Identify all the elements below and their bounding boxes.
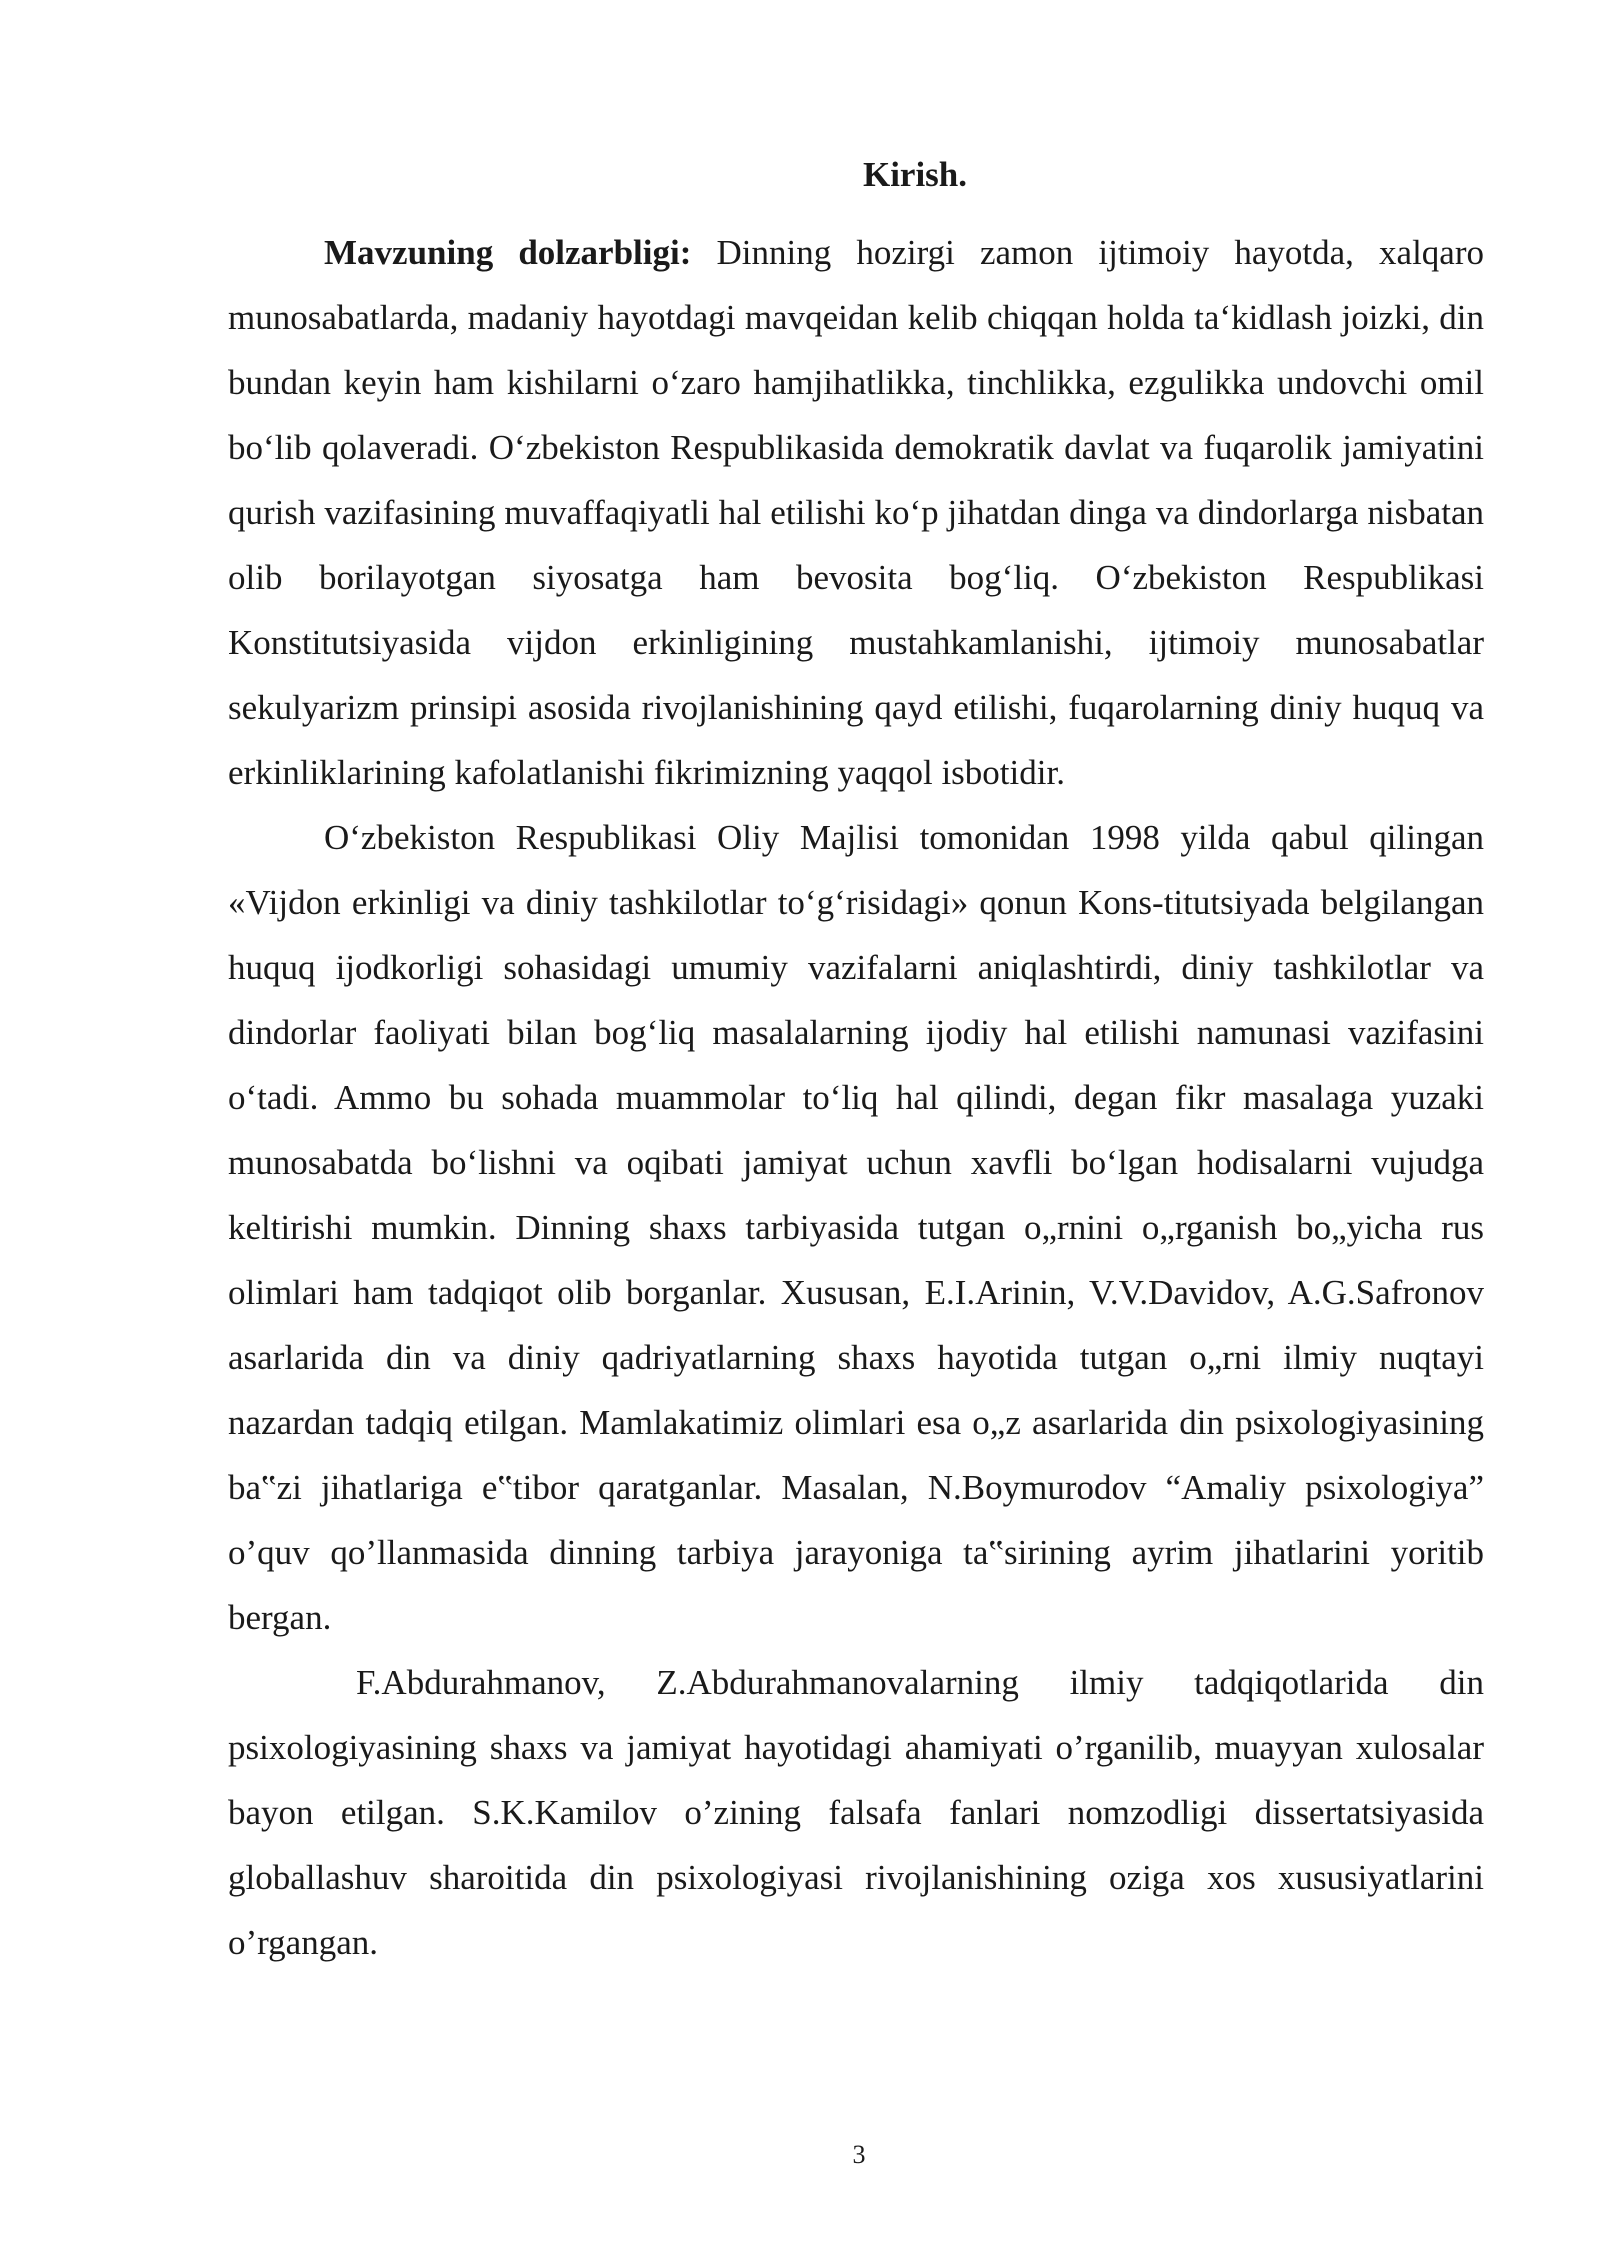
paragraph-text: Dinning hozirgi zamon ijtimoiy hayotda, xalqaro munosabatlarda, madaniy hayotdagi mavqeidan kelib chiqqan holda ta‘kidlash joizki, din bundan keyin ham kishilarni o‘zaro hamjihatlikka, tinchlikka, ezgulikka undovchi omil bo‘lib qolaveradi. O‘zbekiston Respublikasida demokratik davlat va fuqarolik jamiyatini qurish vazifasining muvaffaqiyatli hal etilishi ko‘p jihatdan dinga va dindorlarga nisbatan olib borilayotgan siyosatga ham bevosita bog‘liq. O‘zbekiston Respublikasi Konstitutsiyasida vijdon erkinligining mustahkamlanishi, ijtimoiy munosabatlar sekulyarizm prinsipi asosida rivojlanishining qayd etilishi, fuqarolarning diniy huquq va erkinliklarining kafolatlanishi fikrimizning yaqqol isbotidir. [228, 233, 1484, 792]
paragraph-lead: Mavzuning dolzarbligi: [324, 233, 692, 272]
section-title: Kirish. [862, 155, 968, 194]
paragraph-research: F.Abdurahmanov, Z.Abdurahmanovalarning ilmiy tadqiqotlarida din psixologiyasining shaxs va jamiyat hayotidagi ahamiyati o’rganilib, muayyan xulosalar bayon etilgan. S.K.Kamilov o’zining falsafa fanlari nomzodligi dissertatsiyasida globallashuv sharoitida din psixologiyasi rivojlanishining oziga xos xususiyatlarini o’rgangan. [228, 1663, 1484, 1962]
document-page [228, 150, 1484, 1975]
paragraph-relevance [228, 220, 1484, 805]
paragraph-law: O‘zbekiston Respublikasi Oliy Majlisi tomonidan 1998 yilda qabul qilingan «Vijdon erkinligi va diniy tashkilotlar to‘g‘risidagi» qonun Kons-titutsiyada belgilangan huquq ijodkorligi sohasidagi umumiy vazifalarni aniqlashtirdi, diniy tashkilotlar va dindorlar faoliyati bilan bog‘liq masalalarning ijodiy hal etilishi namunasi vazifasini o‘tadi. Ammo bu sohada muammolar to‘liq hal qilindi, degan fikr masalaga yuzaki munosabatda bo‘lishni va oqibati jamiyat uchun xavfli bo‘lgan hodisalarni vujudga keltirishi mumkin. Dinning shaxs tarbiyasida tutgan o„rnini o„rganish bo„yicha rus olimlari ham tadqiqot olib borganlar. Xususan, E.I.Arinin, V.V.Davidov, A.G.Safronov asarlarida din va diniy qadriyatlarning shaxs hayotida tutgan o„rni ilmiy nuqtayi nazardan tadqiq etilgan. Mamlakatimiz olimlari esa o„z asarlarida din psixologiyasining ba‟zi jihatlariga e‟tibor qaratganlar. Masalan, N.Boymurodov “Amaliy psixologiya” o’quv qo’llanmasida dinning tarbiya jarayoniga ta‟sirining ayrim jihatlarini yoritib bergan. [228, 818, 1484, 1637]
page-number: 3 [852, 2140, 866, 2169]
